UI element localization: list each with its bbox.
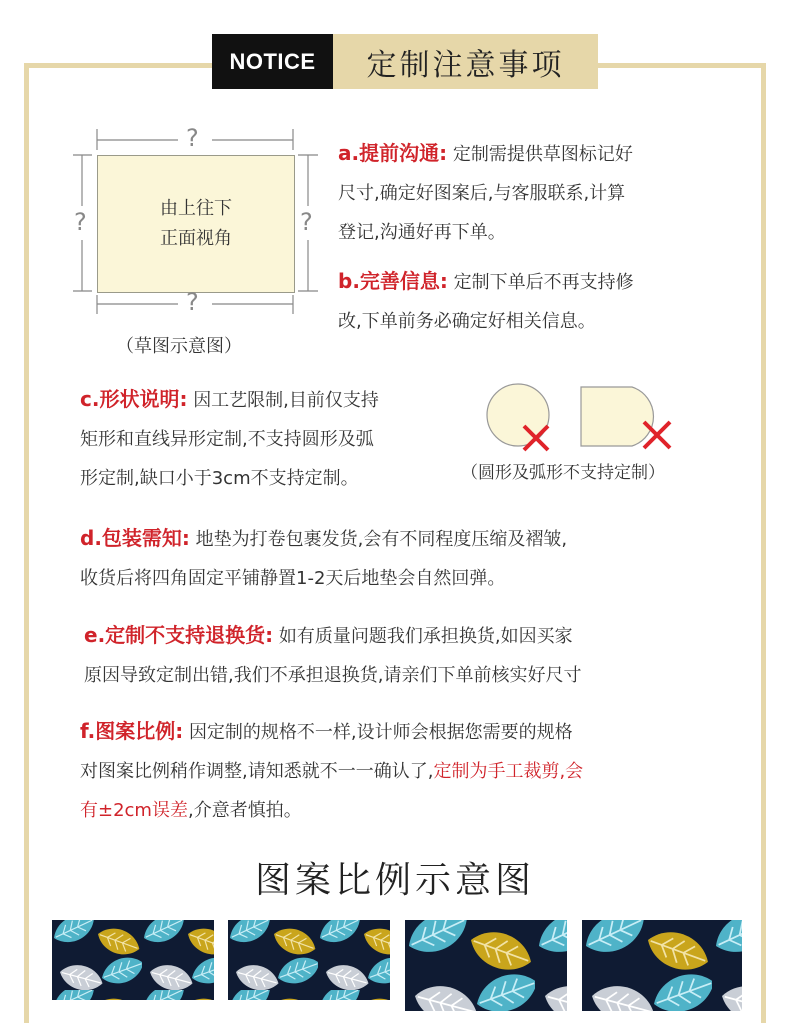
item-d <box>80 519 567 598</box>
item-b-label: b.完善信息: <box>338 269 448 293</box>
pattern-section-title: 图案比例示意图 <box>254 860 535 901</box>
item-a-line: 定制需提供草图标记好 <box>452 144 633 165</box>
item-b-line: 改,下单前务必确定好相关信息。 <box>338 311 596 332</box>
sketch-diagram <box>72 124 322 314</box>
item-e <box>84 616 581 695</box>
notice-badge: NOTICE <box>212 34 333 89</box>
item-b-line: 定制下单后不再支持修 <box>453 272 634 293</box>
item-f-line: 因定制的规格不一样,设计师会根据您需要的规格 <box>188 722 573 743</box>
item-b <box>338 262 634 341</box>
item-f-line: ,介意者慎拍。 <box>187 800 302 821</box>
question-mark-left: ? <box>74 208 87 236</box>
header <box>212 34 598 89</box>
unsupported-shapes <box>484 382 694 452</box>
question-mark-bottom: ? <box>186 288 199 316</box>
item-f-highlight: 定制为手工裁剪,会 <box>433 761 584 782</box>
page-title: 定制注意事项 <box>333 34 598 89</box>
item-a <box>338 134 633 252</box>
item-f <box>80 712 583 830</box>
item-c-line: 矩形和直线异形定制,不支持圆形及弧 <box>80 429 374 450</box>
item-c-label: c.形状说明: <box>80 387 188 411</box>
item-f-highlight: 有±2cm误差 <box>80 800 188 821</box>
item-c-line: 因工艺限制,目前仅支持 <box>193 390 379 411</box>
item-a-line: 登记,沟通好再下单。 <box>338 222 506 243</box>
pattern-swatch <box>228 920 390 1000</box>
item-a-label: a.提前沟通: <box>338 141 448 165</box>
item-e-line: 原因导致定制出错,我们不承担退换货,请亲们下单前核实好尺寸 <box>84 665 582 686</box>
item-c-line: 形定制,缺口小于3cm不支持定制。 <box>80 468 359 489</box>
item-f-line: 对图案比例稍作调整,请知悉就不一一确认了, <box>80 761 434 782</box>
item-e-label: e.定制不支持退换货: <box>84 623 274 647</box>
item-d-line: 地垫为打卷包裹发货,会有不同程度压缩及褶皱, <box>195 529 568 550</box>
item-f-label: f.图案比例: <box>80 719 184 743</box>
item-e-line: 如有质量问题我们承担换货,如因买家 <box>278 626 573 647</box>
sketch-text-1: 由上往下 <box>160 198 232 219</box>
item-a-line: 尺寸,确定好图案后,与客服联系,计算 <box>338 183 626 204</box>
arc-shape-icon <box>581 387 653 446</box>
sketch-rectangle <box>97 155 295 293</box>
item-d-label: d.包装需知: <box>80 526 190 550</box>
item-c <box>80 380 379 498</box>
pattern-swatch <box>405 920 567 1011</box>
shapes-caption: （圆形及弧形不支持定制） <box>461 463 665 483</box>
pattern-swatch <box>582 920 742 1011</box>
pattern-swatch <box>52 920 214 1000</box>
sketch-text-2: 正面视角 <box>160 228 232 249</box>
question-mark-right: ? <box>300 208 313 236</box>
question-mark-top: ? <box>186 124 199 152</box>
sketch-caption: （草图示意图） <box>116 336 242 357</box>
item-d-line: 收货后将四角固定平铺静置1-2天后地垫会自然回弹。 <box>80 568 506 589</box>
